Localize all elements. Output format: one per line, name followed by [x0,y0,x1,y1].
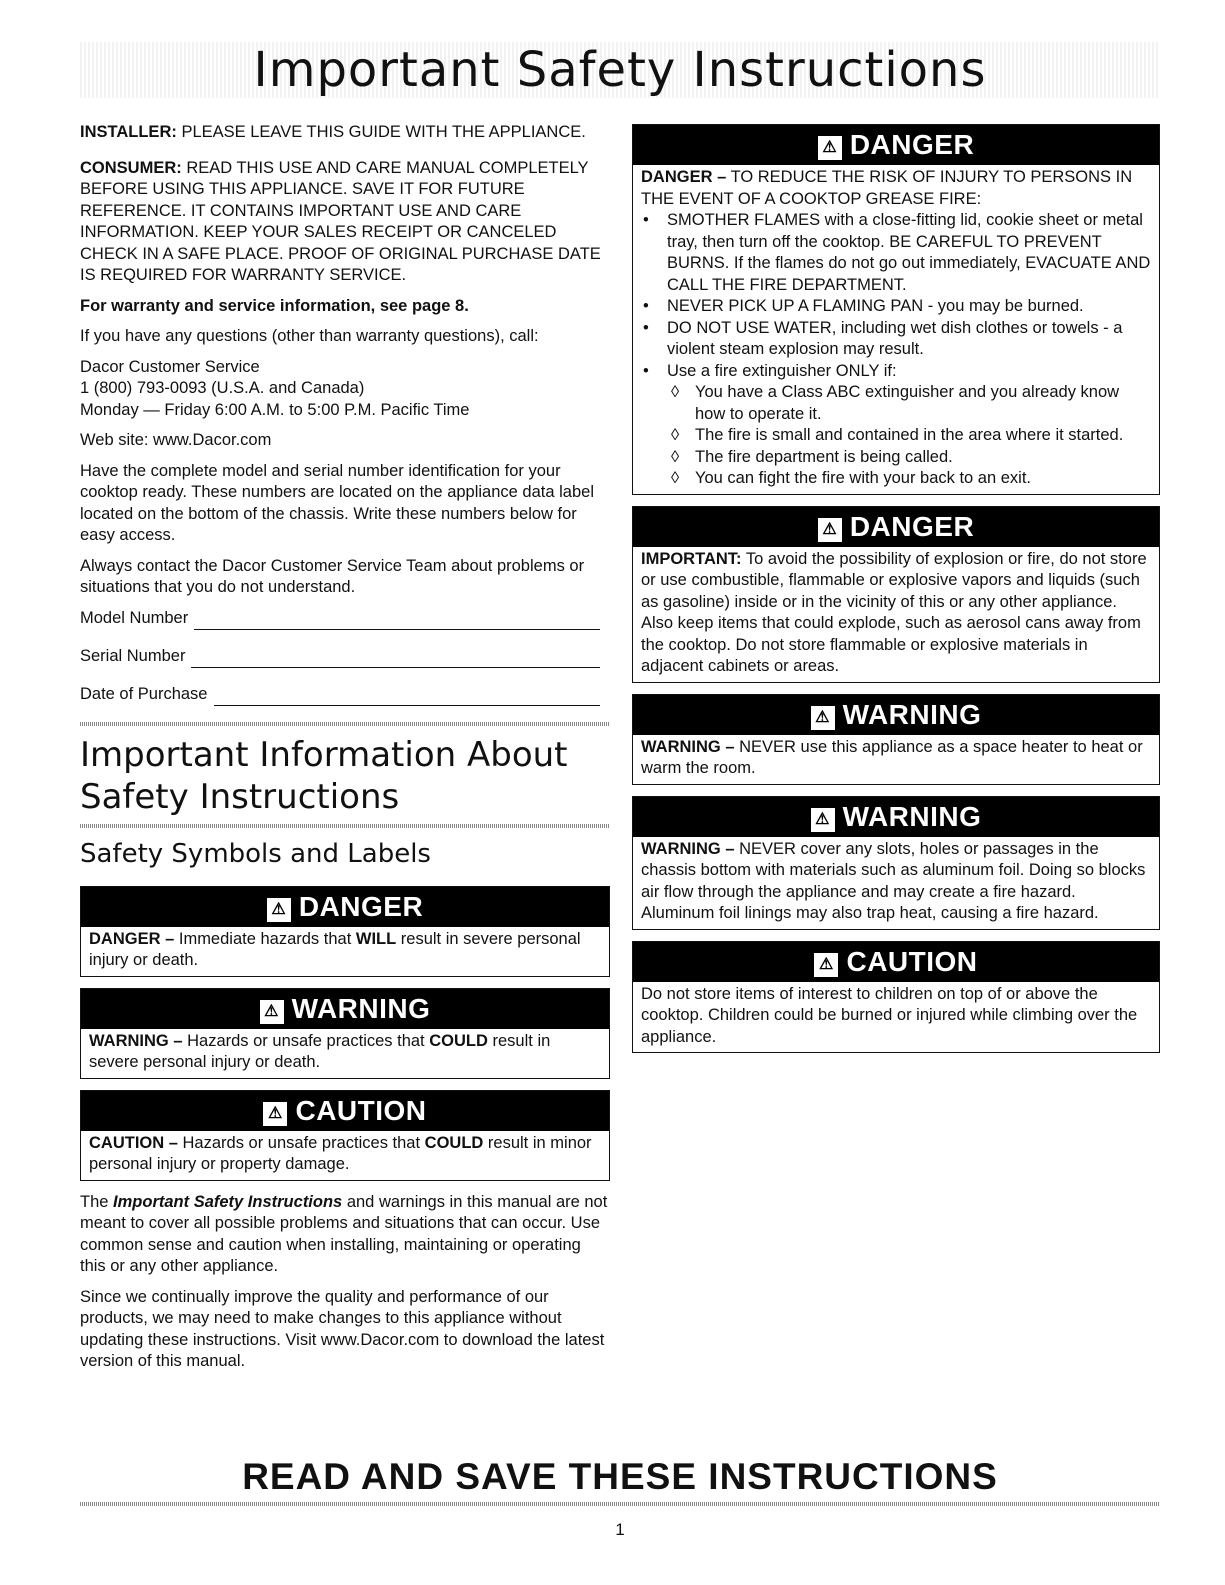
model-number-line [194,613,600,630]
serial-number-line [191,651,600,668]
section-heading: Important Information About Safety Instructions [80,734,568,817]
children-caution-box [632,941,1160,1054]
children-text: Do not store items of interest to children on top of or above the cooktop. Children could be burned or injured while climbing over the appliance. [641,984,1138,1046]
danger-symbol-box [80,886,610,977]
grease-fire-text [633,165,1159,494]
purchase-date-field: Date of Purchase [80,684,610,706]
list-item: • DO NOT USE WATER, including wet dish clothes or towels - a violent steam explosion may result. [641,318,1151,361]
caution-definition: CAUTION – Hazards or unsafe practices that COULD result in minor personal injury or property damage. [89,1133,592,1173]
alert-triangle-icon: ⚠ [811,808,835,832]
left-column [80,122,610,1382]
grease-fire-intro: DANGER – TO REDUCE THE RISK OF INJURY TO PERSONS IN THE EVENT OF A COOKTOP GREASE FIRE: [641,168,1133,208]
page-number: 1 [615,1520,625,1539]
consumer-note: CONSUMER: READ THIS USE AND CARE MANUAL COMPLETELY BEFORE USING THIS APPLIANCE. SAVE IT FOR FUTURE REFERENCE. IT CONTAINS IMPORTANT USE AND CARE INFORMATION. KEEP YOUR SALES RECEIPT OR CANCELED CHECK IN A SAFE PLACE. PROOF OF ORIGINAL PURCHASE DATE IS REQUIRED FOR WARRANTY SERVICE. [80,158,601,284]
warning-symbol-box [80,988,610,1079]
danger-header: ⚠ DANGER [633,507,1159,547]
alert-triangle-icon: ⚠ [267,898,291,922]
purchase-date-line [214,689,601,706]
alert-triangle-icon: ⚠ [818,518,842,542]
list-item: ◊ You can fight the fire with your back to an exit. [667,468,1151,490]
subsection-divider [80,824,610,828]
space-heater-text: WARNING – NEVER use this appliance as a space heater to heat or warm the room. [641,737,1143,777]
list-item: • SMOTHER FLAMES with a close-fitting lid, cookie sheet or metal tray, then turn off the cooktop. BE CAREFUL TO PREVENT BURNS. If the flames do not go out immediately, EVACUATE AND CALL THE FIRE DEPARTMENT. [641,210,1151,296]
page-title: Important Safety Instructions [80,42,1160,98]
danger-definition: DANGER – Immediate hazards that WILL result in severe personal injury or death. [89,929,581,969]
contact-hours: Monday — Friday 6:00 A.M. to 5:00 P.M. Pacific Time [80,400,470,419]
contact-phone: 1 (800) 793-0093 (U.S.A. and Canada) [80,379,365,397]
contact-instructions: Always contact the Dacor Customer Service Team about problems or situations that you do not understand. [80,556,585,596]
warning-header: ⚠ WARNING [81,989,609,1029]
danger-header: ⚠ DANGER [81,887,609,927]
caution-symbol-box [80,1090,610,1181]
right-column [632,124,1160,1064]
warning-header: ⚠ WARNING [633,695,1159,735]
questions-text: If you have any questions (other than warranty questions), call: [80,327,539,345]
contact-name: Dacor Customer Service [80,357,260,376]
caution-header: ⚠ CAUTION [81,1091,609,1131]
list-item: ◊ The fire department is being called. [667,447,1151,469]
contact-block [80,357,610,422]
footer-divider [80,1502,1160,1506]
alert-triangle-icon: ⚠ [260,1000,284,1024]
serial-number-field: Serial Number [80,646,610,668]
alert-triangle-icon: ⚠ [811,706,835,730]
caution-header: ⚠ CAUTION [633,942,1159,982]
foil-warning-box [632,796,1160,930]
warning-header: ⚠ WARNING [633,797,1159,837]
list-item: • NEVER PICK UP A FLAMING PAN - you may be burned. [641,296,1151,318]
warranty-note: For warranty and service information, see page 8. [80,296,469,315]
alert-triangle-icon: ⚠ [263,1102,287,1126]
space-heater-warning-box [632,694,1160,785]
explosion-danger-box [632,506,1160,683]
installer-note: INSTALLER: PLEASE LEAVE THIS GUIDE WITH THE APPLIANCE. [80,123,586,141]
alert-triangle-icon: ⚠ [814,953,838,977]
footer-title: READ AND SAVE THESE INSTRUCTIONS [242,1456,998,1497]
list-item: • Use a fire extinguisher ONLY if: ◊ You have a Class ABC extinguisher and you already know how to operate it. ◊ The fire is small and contained in the area where it started. ◊ The fire department is being called. ◊ You can fight the fire with your back to an exit. [641,361,1151,490]
foil-text: WARNING – NEVER cover any slots, holes or passages in the chassis bottom with materials such as aluminum foil. Doing so blocks air flow through the appliance and may create a fire hazard. Aluminum foil linings may also trap heat, causing a fire hazard. [641,839,1146,922]
danger-header: ⚠ DANGER [633,125,1159,165]
warning-definition: WARNING – Hazards or unsafe practices that COULD result in severe personal injury or death. [89,1031,551,1071]
model-number-field: Model Number [80,608,610,630]
model-instructions: Have the complete model and serial number identification for your cooktop ready. These numbers are located on the appliance data label located on the bottom of the chassis. Write these numbers below for easy access. [80,461,594,544]
subsection-heading: Safety Symbols and Labels [80,838,431,869]
disclaimer-text: The Important Safety Instructions and warnings in this manual are not meant to cover all possible problems and situations that can occur. Use common sense and caution when installing, maintaining or operating this or any other appliance. [80,1192,608,1275]
grease-fire-danger-box [632,124,1160,495]
improvement-text: Since we continually improve the quality and performance of our products, we may need to make changes to this appliance without updating these instructions. Visit www.Dacor.com to download the latest version of this manual. [80,1287,605,1370]
alert-triangle-icon: ⚠ [818,136,842,160]
list-item: ◊ The fire is small and contained in the area where it started. [667,425,1151,447]
extinguisher-conditions [667,382,1151,490]
section-divider [80,722,610,726]
grease-fire-list [641,210,1151,490]
explosion-text: IMPORTANT: To avoid the possibility of explosion or fire, do not store or use combustible, flammable or explosive vapors and liquids (such as gasoline) inside or in the vicinity of this or any other appliance. Also keep items that could explode, such as aerosol cans away from the cooktop. Do not store flammable or explosive materials in adjacent cabinets or areas. [641,549,1147,675]
list-item: ◊ You have a Class ABC extinguisher and you already know how to operate it. [667,382,1151,425]
website-text: Web site: www.Dacor.com [80,431,272,449]
